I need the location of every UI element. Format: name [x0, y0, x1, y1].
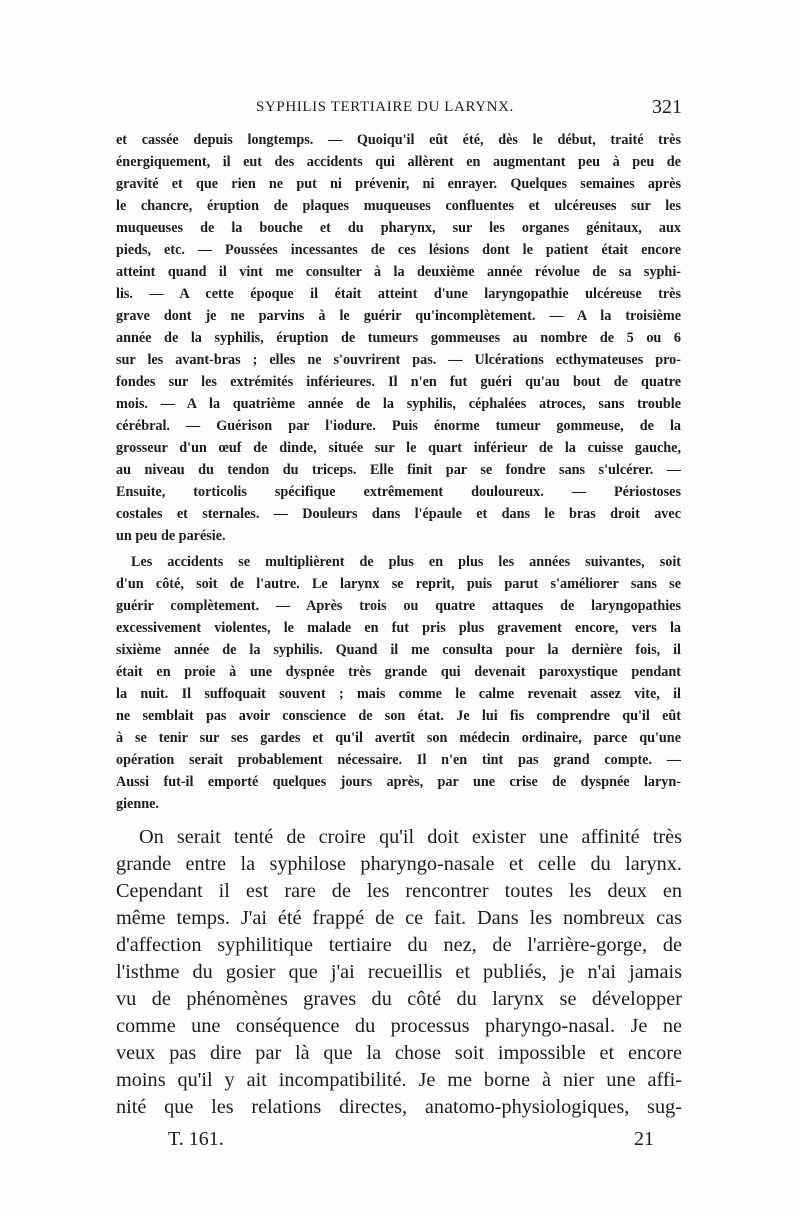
signature-mark: T. 161.: [168, 1128, 224, 1150]
page-number: 321: [652, 96, 682, 118]
text-line: Cependant il est rare de les rencontrer toutes les deux en: [116, 880, 682, 902]
text-line: atteint quand il vint me consulter à la deuxième année révolue de sa syphi-: [116, 264, 681, 280]
text-line: la nuit. Il suffoquait souvent ; mais comme le calme revenait assez vite, il: [116, 686, 681, 702]
text-line: même temps. J'ai été frappé de ce fait. Dans les nombreux cas: [116, 907, 682, 929]
text-line: cérébral. — Guérison par l'iodure. Puis énorme tumeur gommeuse, de la: [116, 418, 681, 434]
text-line: grande entre la syphilose pharyngo-nasale et celle du larynx.: [116, 853, 682, 875]
text-line: sur les avant-bras ; elles ne s'ouvrirent pas. — Ulcérations ecthymateuses pro-: [116, 352, 681, 368]
text-line: Ensuite, torticolis spécifique extrêmement douloureux. — Périostoses: [116, 484, 681, 500]
text-line: pieds, etc. — Poussées incessantes de ces lésions dont le patient était encore: [116, 242, 681, 258]
running-title: SYPHILIS TERTIAIRE DU LARYNX.: [256, 99, 514, 115]
text-line: gravité et que rien ne put ni prévenir, ni enrayer. Quelques semaines après: [116, 176, 681, 192]
text-line: à se tenir sur ses gardes et qu'il avertît son médecin ordinaire, parce qu'une: [116, 730, 681, 746]
text-line: grave dont je ne parvins à le guérir qu'incomplètement. — A la troisième: [116, 308, 681, 324]
text-line: au niveau du tendon du triceps. Elle finit par se fondre sans s'ulcérer. —: [116, 462, 681, 478]
text-line: d'un côté, soit de l'autre. Le larynx se reprit, puis parut s'améliorer sans se: [116, 576, 681, 592]
text-line: grosseur d'un œuf de dinde, située sur le quart inférieur de la cuisse gauche,: [116, 440, 681, 456]
text-line: sixième année de la syphilis. Quand il me consulta pour la dernière fois, il: [116, 642, 681, 658]
text-line: moins qu'il y ait incompatibilité. Je me borne à nier une affi-: [116, 1069, 682, 1091]
text-line: année de la syphilis, éruption de tumeurs gommeuses au nombre de 5 ou 6: [116, 330, 681, 346]
text-line: opération serait probablement nécessaire. Il n'en tint pas grand compte. —: [116, 752, 681, 768]
text-line: excessivement violentes, le malade en fut pris plus gravement encore, vers la: [116, 620, 681, 636]
text-line: veux pas dire par là que la chose soit impossible et encore: [116, 1042, 682, 1064]
text-line: le chancre, éruption de plaques muqueuses confluentes et ulcéreuses sur les: [116, 198, 681, 214]
text-line: un peu de parésie.: [116, 528, 226, 544]
text-line: lis. — A cette époque il était atteint d'une laryngopathie ulcéreuse très: [116, 286, 681, 302]
text-line: était en proie à une dyspnée très grande qui devenait paroxystique pendant: [116, 664, 681, 680]
text-line: ne semblait pas avoir conscience de son état. Je lui fis comprendre qu'il eût: [116, 708, 681, 724]
text-line: guérir complètement. — Après trois ou quatre attaques de laryngopathies: [116, 598, 681, 614]
text-line: On serait tenté de croire qu'il doit exister une affinité très: [139, 826, 682, 848]
text-line: d'affection syphilitique tertiaire du nez, de l'arrière-gorge, de: [116, 934, 682, 956]
page-footer: [168, 1128, 654, 1156]
text-line: gienne.: [116, 796, 159, 812]
text-line: l'isthme du gosier que j'ai recueillis et publiés, je n'ai jamais: [116, 961, 682, 983]
text-line: muqueuses de la bouche et du pharynx, sur les organes génitaux, aux: [116, 220, 681, 236]
text-line: Aussi fut-il emporté quelques jours après, par une crise de dyspnée laryn-: [116, 774, 681, 790]
running-header: [256, 97, 682, 121]
text-line: vu de phénomènes graves du côté du larynx se développer: [116, 988, 682, 1010]
text-line: et cassée depuis longtemps. — Quoiqu'il eût été, dès le début, traité très: [116, 132, 681, 148]
text-line: nité que les relations directes, anatomo-physiologiques, sug-: [116, 1096, 682, 1118]
sheet-number: 21: [634, 1128, 654, 1150]
text-line: mois. — A la quatrième année de la syphilis, céphalées atroces, sans trouble: [116, 396, 681, 412]
text-line: Les accidents se multiplièrent de plus en plus les années suivantes, soit: [131, 554, 681, 570]
text-line: comme une conséquence du processus pharyngo-nasal. Je ne: [116, 1015, 682, 1037]
text-line: costales et sternales. — Douleurs dans l'épaule et dans le bras droit avec: [116, 506, 681, 522]
text-line: fondes sur les extrémités inférieures. Il n'en fut guéri qu'au bout de quatre: [116, 374, 681, 390]
text-line: énergiquement, il eut des accidents qui allèrent en augmentant peu à peu de: [116, 154, 681, 170]
